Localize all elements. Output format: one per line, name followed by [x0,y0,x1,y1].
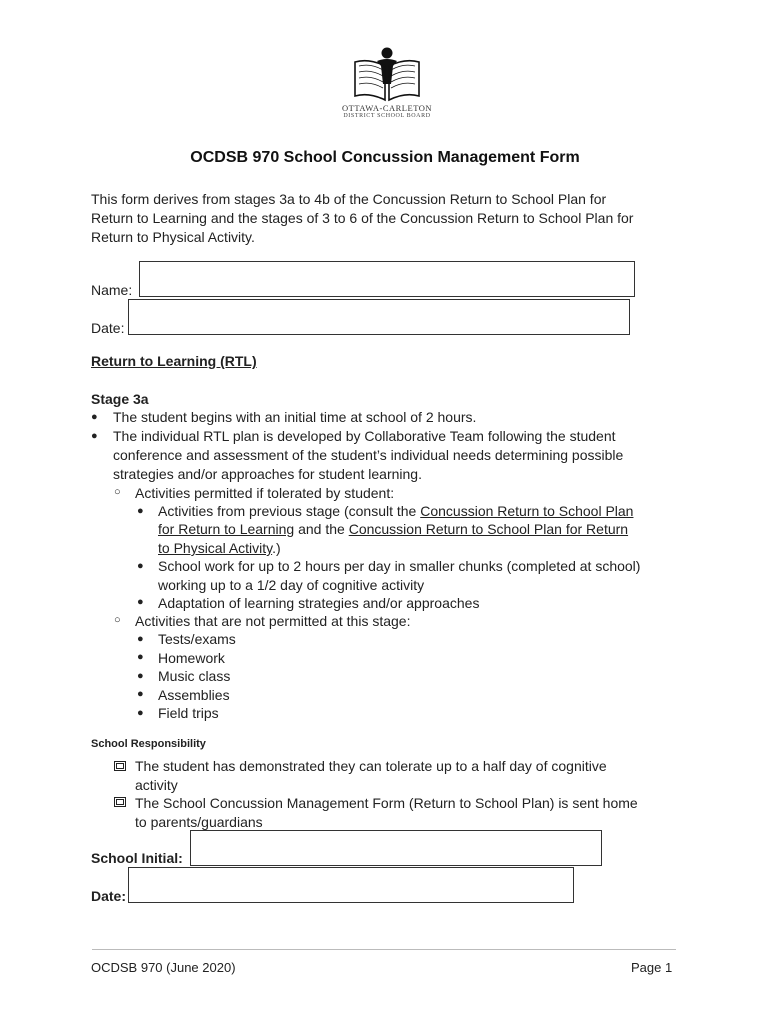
intro-line: Return to Physical Activity. [91,229,255,245]
link-rts-plan-learning[interactable]: for Return to Learning [158,521,295,537]
bullet-circle: ○ [114,614,121,626]
list-item: Assemblies [158,687,230,703]
link-rts-plan-physical[interactable]: Concussion Return to School Plan for Return [348,521,629,537]
list-item: Homework [158,650,225,666]
date-field[interactable] [128,299,630,335]
school-responsibility-heading: School Responsibility [91,738,206,750]
list-item: Field trips [158,705,219,721]
school-initial-label: School Initial: [91,850,183,866]
list-item-cont: strategies and/or approaches for student learning. [113,466,422,482]
rtl-heading: Return to Learning (RTL) [91,353,257,369]
name-label: Name: [91,282,133,298]
name-field[interactable] [139,261,635,297]
date-label: Date: [91,320,125,336]
checkbox-label-cont: activity [135,777,178,793]
permitted-heading: Activities permitted if tolerated by student: [135,485,395,501]
logo-text-line1: OTTAWA-CARLETON [341,103,433,113]
bullet: ● [137,670,144,682]
bullet: ● [137,707,144,719]
link-rts-plan-learning[interactable]: Concussion Return to School Plan [420,503,634,519]
not-permitted-heading: Activities that are not permitted at this stage: [135,613,411,629]
bullet: ● [137,651,144,663]
list-item-cont: working up to a 1/2 day of cognitive activity [158,577,425,593]
checkbox-label: The student has demonstrated they can tolerate up to a half day of cognitive [135,758,607,774]
list-item: The student begins with an initial time at school of 2 hours. [113,409,477,425]
bullet: ● [91,430,98,442]
person-open-book-icon [347,44,427,104]
list-item: Adaptation of learning strategies and/or approaches [158,595,480,611]
checkbox-form-sent[interactable] [114,797,126,807]
page-title: OCDSB 970 School Concussion Management Form [190,149,580,166]
intro-line: Return to Learning and the stages of 3 to 6 of the Concussion Return to School Plan for [91,210,634,226]
text: and the [294,521,349,537]
list-item-cont [158,539,281,558]
text: Activities from previous stage (consult the [158,503,421,519]
bullet: ● [137,560,144,572]
ocdsb-logo [332,44,442,124]
intro-line: This form derives from stages 3a to 4b of the Concussion Return to School Plan for [91,191,607,207]
bullet-circle: ○ [114,486,121,498]
school-initial-field[interactable] [190,830,602,866]
footer-page-number: Page 1 [631,960,673,975]
intro-paragraph [91,190,691,247]
list-item: The individual RTL plan is developed by Collaborative Team following the student [113,428,616,444]
bullet: ● [137,505,144,517]
logo-text-line2: DISTRICT SCHOOL BOARD [343,113,431,119]
bullet: ● [91,411,98,423]
bullet: ● [137,633,144,645]
bullet: ● [137,596,144,608]
list-item: Tests/exams [158,631,236,647]
list-item [158,502,633,521]
school-date-label: Date: [91,888,127,904]
checkbox-label: The School Concussion Management Form (Return to School Plan) is sent home [135,795,638,811]
list-item: School work for up to 2 hours per day in smaller chunks (completed at school) [158,558,641,574]
footer-form-id: OCDSB 970 (June 2020) [91,960,236,975]
link-rts-plan-physical[interactable]: to Physical Activity [158,540,273,556]
list-item-cont [158,520,628,539]
text: .) [272,540,281,556]
bullet: ● [137,688,144,700]
list-item-cont: conference and assessment of the student’s individual needs determining possible [113,447,624,463]
checkbox-label-cont: to parents/guardians [135,814,263,830]
footer-divider [92,949,676,950]
stage-heading: Stage 3a [91,391,149,407]
list-item: Music class [158,668,231,684]
checkbox-tolerate[interactable] [114,761,126,771]
school-date-field[interactable] [128,867,574,903]
